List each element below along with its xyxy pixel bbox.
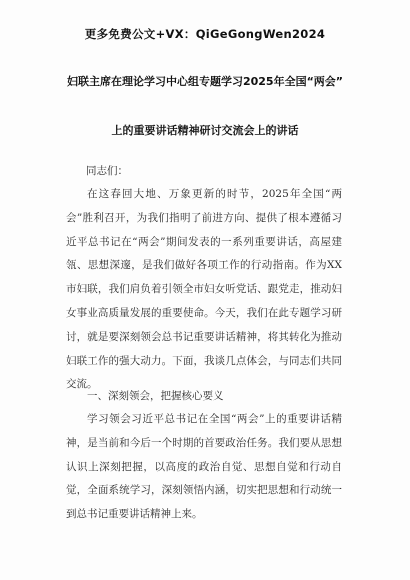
section-heading-1: 一、深刻领会，把握核心要义 — [87, 390, 224, 402]
body-paragraph-2: 学习领会习近平总书记在全国“两会”上的重要讲话精神，是当前和今后一个时期的首要政治任务。我们要从思想认识上深刻把握，以高度的政治自觉、思想自觉和行动自觉，全面系统学习，深刻领悟内涵，切实把思想和行动统一到总书记重要讲话精神上来。 — [66, 413, 342, 521]
body-paragraph-1: 在这春回大地、万象更新的时节，2025年全国“两会”胜利召开，为我们指明了前进方向、提供了根本遵循习近平总书记在“两会”期间发表的一系列重要讲话，高屋建瓴、思想深邃，是我们做好各项工作的行动指南。作为XX市妇联，我们肩负着引领全市妇女听党话、跟党走，推动妇女事业高质量发展的重要使命。今天，我们在此专题学习研讨，就是要深刻领会总书记重要讲话精神，将其转化为推动妇联工作的强大动力。下面，我谈几点体会，与同志们共同交流。 — [66, 188, 342, 391]
document-title-line-2: 上的重要讲话精神研讨交流会上的讲话 — [111, 124, 299, 137]
document-title-line-1: 妇联主席在理论学习中心组专题学习2025年全国“两会” — [66, 75, 344, 88]
watermark-header: 更多免费公文+VX：QiGeGongWen2024 — [84, 27, 326, 41]
salutation: 同志们： — [86, 165, 128, 177]
